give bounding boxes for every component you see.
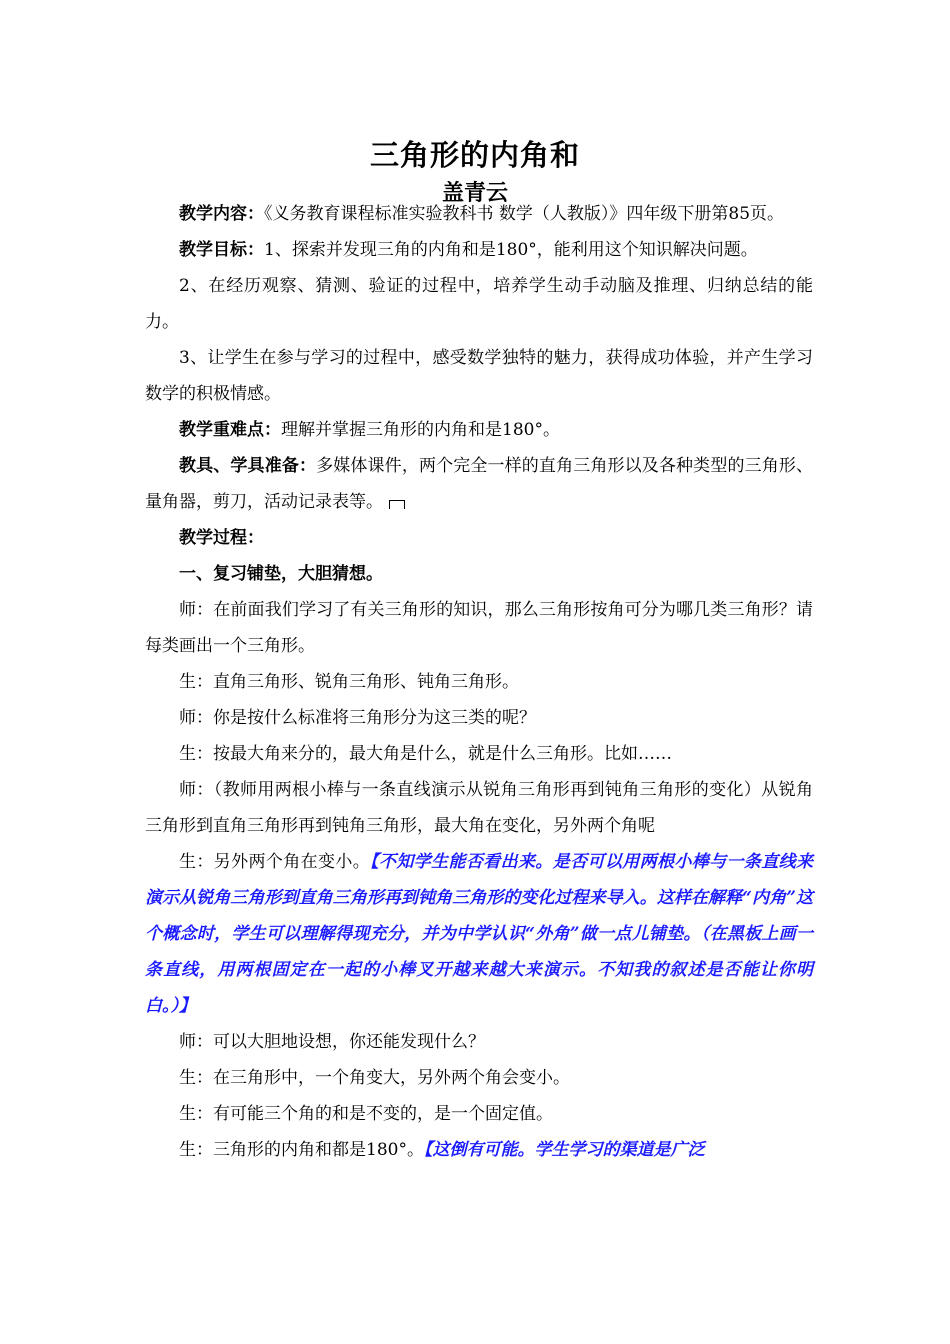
section-1-heading: 一、复习铺垫，大胆猜想。 — [179, 564, 383, 584]
key-points-paragraph — [145, 412, 813, 448]
tools-text: 多媒体课件，两个完全一样的直角三角形以及各种类型的三角形、量角器，剪刀，活动记录表等。 — [145, 456, 814, 512]
dialogue-line: 生：在三角形中，一个角变大，另外两个角会变小。 — [179, 1068, 570, 1088]
key-points-text: 理解并掌握三角形的内角和是180°。 — [281, 420, 560, 440]
goals-paragraph — [145, 232, 813, 268]
goal-1: 1、探索并发现三角的内角和是180°，能利用这个知识解决问题。 — [264, 240, 758, 260]
content-label: 教学内容： — [179, 204, 264, 224]
tools-paragraph — [145, 448, 813, 520]
tools-label: 教具、学具准备： — [179, 456, 317, 476]
goal-2: 2、在经历观察、猜测、验证的过程中，培养学生动手动脑及推理、归纳总结的能力。 — [145, 276, 813, 332]
goals-label: 教学目标： — [179, 240, 264, 260]
dialogue-line: 师：可以大胆地设想，你还能发现什么？ — [179, 1032, 485, 1052]
author-name: 盖青云 — [441, 180, 508, 206]
dialogue-line: 师：（教师用两根小棒与一条直线演示从锐角三角形再到钝角三角形的变化）从锐角三角形到直角三角形再到钝角三角形，最大角在变化，另外两个角呢 — [145, 780, 813, 836]
dialogue-line-with-note — [145, 844, 813, 1024]
dialogue-line: 师：你是按什么标准将三角形分为这三类的呢？ — [179, 708, 536, 728]
content-paragraph — [145, 196, 813, 232]
dialogue-line: 生：有可能三个角的和是不变的，是一个固定值。 — [179, 1104, 553, 1124]
dialogue-line-with-note — [145, 1132, 813, 1168]
document-title: 三角形的内角和 — [369, 138, 580, 172]
comment-anchor-icon — [389, 500, 405, 509]
goal-3: 3、让学生在参与学习的过程中，感受数学独特的魅力，获得成功体验，并产生学习数学的积极情感。 — [145, 348, 813, 404]
dialogue-line: 师：在前面我们学习了有关三角形的知识，那么三角形按角可分为哪几类三角形？请每类画出一个三角形。 — [145, 600, 813, 656]
key-points-label: 教学重难点： — [179, 420, 281, 440]
teacher-comment: 【这倒有可能。学生学习的渠道是广泛 — [423, 1140, 705, 1160]
dialogue-line: 生：直角三角形、锐角三角形、钝角三角形。 — [179, 672, 519, 692]
document-body — [145, 196, 813, 1168]
dialogue-line: 生：按最大角来分的，最大角是什么，就是什么三角形。比如…… — [179, 744, 672, 764]
process-label: 教学过程： — [179, 528, 264, 548]
dialogue-text: 生：三角形的内角和都是180°。 — [179, 1140, 424, 1160]
teacher-comment: 【不知学生能否看出来。是否可以用两根小棒与一条直线来演示从锐角三角形到直角三角形再到钝角三角形的变化过程来导入。这样在解释“内角”这个概念时，学生可以理解得现充分，并为中学认识“外角”做一点儿铺垫。（在黑板上画一条直线，用两根固定在一起的小棒叉开越来越大来演示。不知我的叙述是否能让你明白。）】 — [145, 852, 813, 1016]
dialogue-text: 生：另外两个角在变小。 — [179, 852, 371, 872]
content-text: 《义务教育课程标准实验教科书 数学（人教版）》四年级下册第85页。 — [264, 204, 785, 224]
